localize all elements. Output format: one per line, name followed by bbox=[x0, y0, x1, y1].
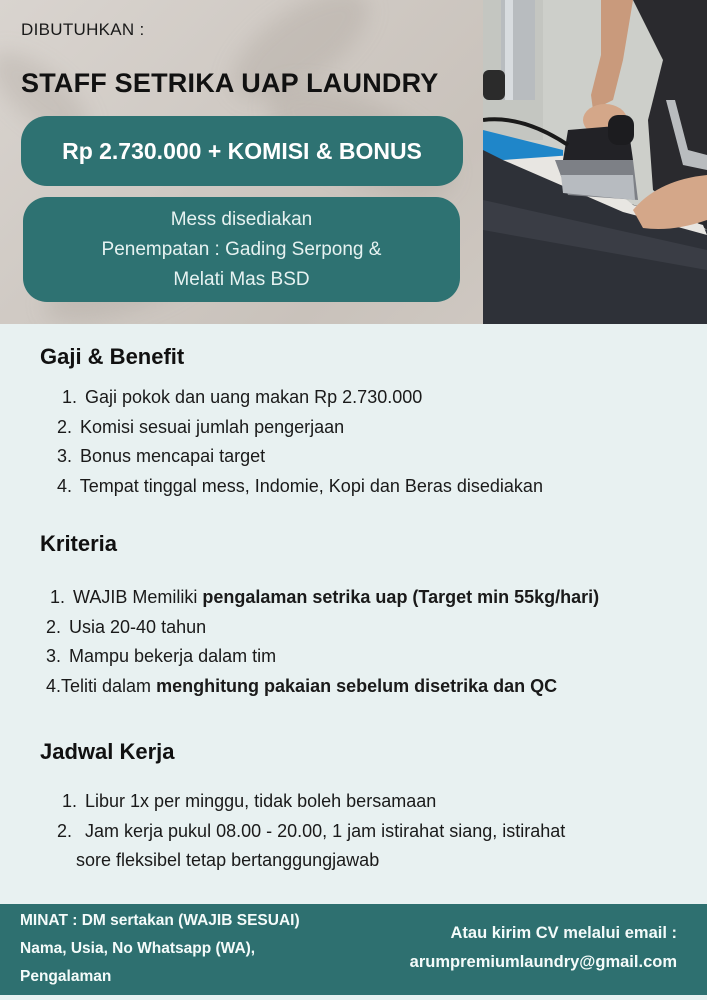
section-title-jadwal: Jadwal Kerja bbox=[40, 739, 175, 764]
list-item bbox=[46, 672, 599, 702]
job-title: STAFF SETRIKA UAP LAUNDRY bbox=[21, 68, 439, 98]
item-text: Bonus mencapai target bbox=[80, 446, 266, 466]
item-text: WAJIB Memiliki bbox=[73, 587, 203, 607]
item-number: 2. bbox=[57, 820, 73, 841]
email-label: Atau kirim CV melalui email : bbox=[450, 924, 677, 942]
email-contact bbox=[410, 919, 677, 977]
section-title-kriteria: Kriteria bbox=[40, 531, 118, 556]
instruction-line: Nama, Usia, No Whatsapp (WA), bbox=[20, 940, 256, 957]
application-instructions bbox=[20, 907, 300, 991]
ironing-photo bbox=[483, 0, 707, 324]
job-details bbox=[0, 324, 707, 904]
salary-text: Rp 2.730.000 + KOMISI & BONUS bbox=[62, 137, 422, 164]
list-item-continuation bbox=[76, 846, 565, 876]
list-item bbox=[50, 583, 599, 613]
info-line: Melati Mas BSD bbox=[173, 268, 310, 290]
item-text: Usia 20-40 tahun bbox=[69, 616, 207, 637]
item-number: 1. bbox=[62, 791, 78, 811]
item-text: Libur 1x per minggu, tidak boleh bersamaan bbox=[85, 791, 437, 811]
list-item bbox=[57, 817, 565, 847]
kriteria-list bbox=[46, 583, 600, 701]
salary-badge bbox=[21, 116, 463, 186]
instruction-line: Pengalaman bbox=[20, 968, 112, 985]
person-ironing-illustration bbox=[483, 0, 707, 324]
item-text: Mampu bekerja dalam tim bbox=[69, 646, 277, 666]
list-item bbox=[57, 472, 543, 502]
instruction-line: MINAT : DM sertakan (WAJIB SESUAI) bbox=[20, 912, 300, 929]
item-text: sore fleksibel tetap bertanggungjawab bbox=[76, 850, 380, 870]
info-line: Penempatan : Gading Serpong & bbox=[101, 238, 382, 260]
bottom-margin bbox=[0, 995, 707, 1000]
list-item bbox=[57, 442, 543, 472]
item-number: 1. bbox=[50, 587, 66, 607]
item-number: 4. bbox=[46, 675, 62, 696]
item-text: Teliti dalam bbox=[61, 675, 157, 696]
benefit-list bbox=[57, 383, 543, 501]
list-item bbox=[62, 383, 543, 413]
list-item bbox=[46, 642, 599, 672]
item-number: 4. bbox=[57, 475, 73, 496]
item-bold-text: pengalaman setrika uap (Target min 55kg/hari) bbox=[202, 587, 600, 607]
item-text: Komisi sesuai jumlah pengerjaan bbox=[80, 416, 345, 437]
item-text: Jam kerja pukul 08.00 - 20.00, 1 jam istirahat siang, istirahat bbox=[85, 820, 566, 841]
contact-footer bbox=[0, 904, 707, 995]
list-item bbox=[46, 613, 599, 643]
item-number: 2. bbox=[46, 616, 62, 637]
item-number: 2. bbox=[57, 416, 73, 437]
placement-info-badge bbox=[23, 197, 460, 302]
item-text: Tempat tinggal mess, Indomie, Kopi dan Beras disediakan bbox=[79, 475, 543, 496]
item-bold-text: menghitung pakaian sebelum disetrika dan QC bbox=[156, 675, 558, 696]
item-text: Gaji pokok dan uang makan Rp 2.730.000 bbox=[85, 387, 423, 407]
jadwal-list bbox=[57, 787, 566, 876]
email-address[interactable]: arumpremiumlaundry@gmail.com bbox=[409, 953, 677, 971]
item-number: 3. bbox=[46, 646, 62, 666]
item-number: 3. bbox=[57, 446, 73, 466]
section-title-benefit: Gaji & Benefit bbox=[40, 344, 185, 369]
list-item bbox=[57, 413, 543, 443]
info-line: Mess disediakan bbox=[170, 208, 313, 230]
item-number: 1. bbox=[62, 387, 78, 407]
list-item bbox=[62, 787, 565, 817]
hiring-label: DIBUTUHKAN : bbox=[21, 20, 145, 39]
